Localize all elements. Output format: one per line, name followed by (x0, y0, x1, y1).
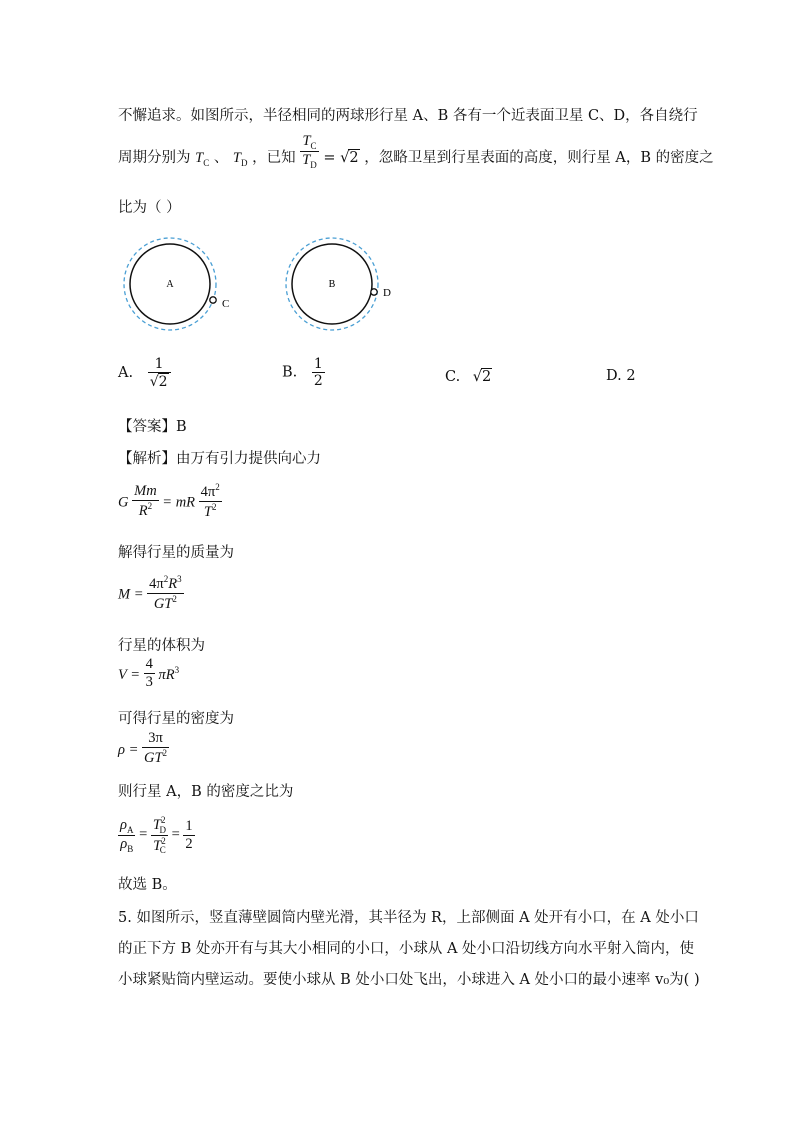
satellite-d-label: D (383, 287, 391, 299)
option-c-value: √2 (472, 369, 492, 385)
mass-text: 解得行星的质量为 (118, 545, 234, 561)
satellite-c-dot (210, 297, 216, 303)
intro-line-3: 比为（ ） (118, 200, 181, 216)
answer-label: 【答案】 (118, 419, 176, 435)
period-ratio-fraction: $\frac{T_C}{T_D}$ (302, 132, 317, 170)
equation-volume: V = $\frac{4}{3}$ $\pi R^3$ (118, 656, 180, 690)
question5-line-3: 小球紧贴筒内壁运动。要使小球从 B 处小口处飞出，小球进入 A 处小口的最小速率 v₀为( ) (118, 972, 700, 988)
equation-gravity: G $\frac{Mm}{R^2}$ = mR $\frac{4\pi^2}{T^2}$ (118, 482, 220, 520)
planet-a-label: A (166, 279, 174, 290)
option-d[interactable]: D. 2 (606, 368, 636, 384)
intro-line-1: 不懈追求。如图所示，半径相同的两球形行星 A、B 各有一个近表面卫星 C、D，各自绕行 (118, 108, 698, 124)
analysis-text: 由万有引力提供向心力 (176, 451, 321, 467)
question5-line-2: 的正下方 B 处亦开有与其大小相同的小口，小球从 A 处小口沿切线方向水平射入筒内，使 (118, 941, 695, 957)
equals-sign: = (323, 150, 336, 166)
ratio-text: 则行星 A，B 的密度之比为 (118, 784, 294, 800)
option-c[interactable] (445, 368, 492, 385)
answer-line (118, 415, 187, 436)
conclusion-text: 故选 B。 (118, 877, 177, 893)
intro-given: ，已知 (252, 150, 296, 166)
period-tc: $T_C$ (195, 150, 210, 168)
sqrt-two: 2 (349, 150, 359, 166)
equation-density: ρ = $\frac{3\pi}{GT^2}$ (118, 730, 168, 766)
option-c-label: C. (445, 369, 461, 385)
intro-line-2 (118, 132, 714, 170)
planet-b-label: B (328, 279, 336, 290)
sqrt-symbol: √ (340, 150, 350, 166)
option-b-fraction: $\frac{1}{2}$ (313, 356, 323, 389)
planet-a-group (124, 238, 229, 330)
option-a-label: A. (118, 365, 134, 381)
option-a-fraction: $\frac{1}{√2}$ (148, 356, 171, 390)
option-b[interactable] (282, 356, 325, 389)
planets-figure (118, 236, 418, 336)
period-td: $T_D$ (232, 150, 248, 168)
satellite-d-dot (371, 289, 377, 295)
equation-mass: M = $\frac{4\pi^2R^3}{GT^2}$ (118, 574, 182, 612)
intro-separator: 、 (213, 150, 229, 166)
option-b-label: B. (282, 364, 298, 381)
volume-text: 行星的体积为 (118, 638, 205, 654)
analysis-label: 【解析】 (118, 451, 176, 467)
analysis-line (118, 447, 321, 468)
satellite-c-label: C (222, 298, 230, 310)
answer-value: B (176, 419, 187, 435)
equation-ratio: $\frac{\rho_A}{\rho_B}$ = $\frac{T^2_D}{T^2_C}$ = $\frac{1}{2}$ (120, 815, 193, 856)
density-text: 可得行星的密度为 (118, 711, 234, 727)
question5-line-1: 5. 如图所示，竖直薄壁圆筒内壁光滑，其半径为 R，上部侧面 A 处开有小口，在 A 处小口 (118, 910, 699, 926)
intro-line-2-prefix: 周期分别为 (118, 150, 191, 166)
planet-b-group (286, 238, 391, 330)
option-a[interactable] (118, 356, 171, 390)
intro-line-2-suffix: ，忽略卫星到行星表面的高度，则行星 A，B 的密度之 (364, 150, 714, 166)
